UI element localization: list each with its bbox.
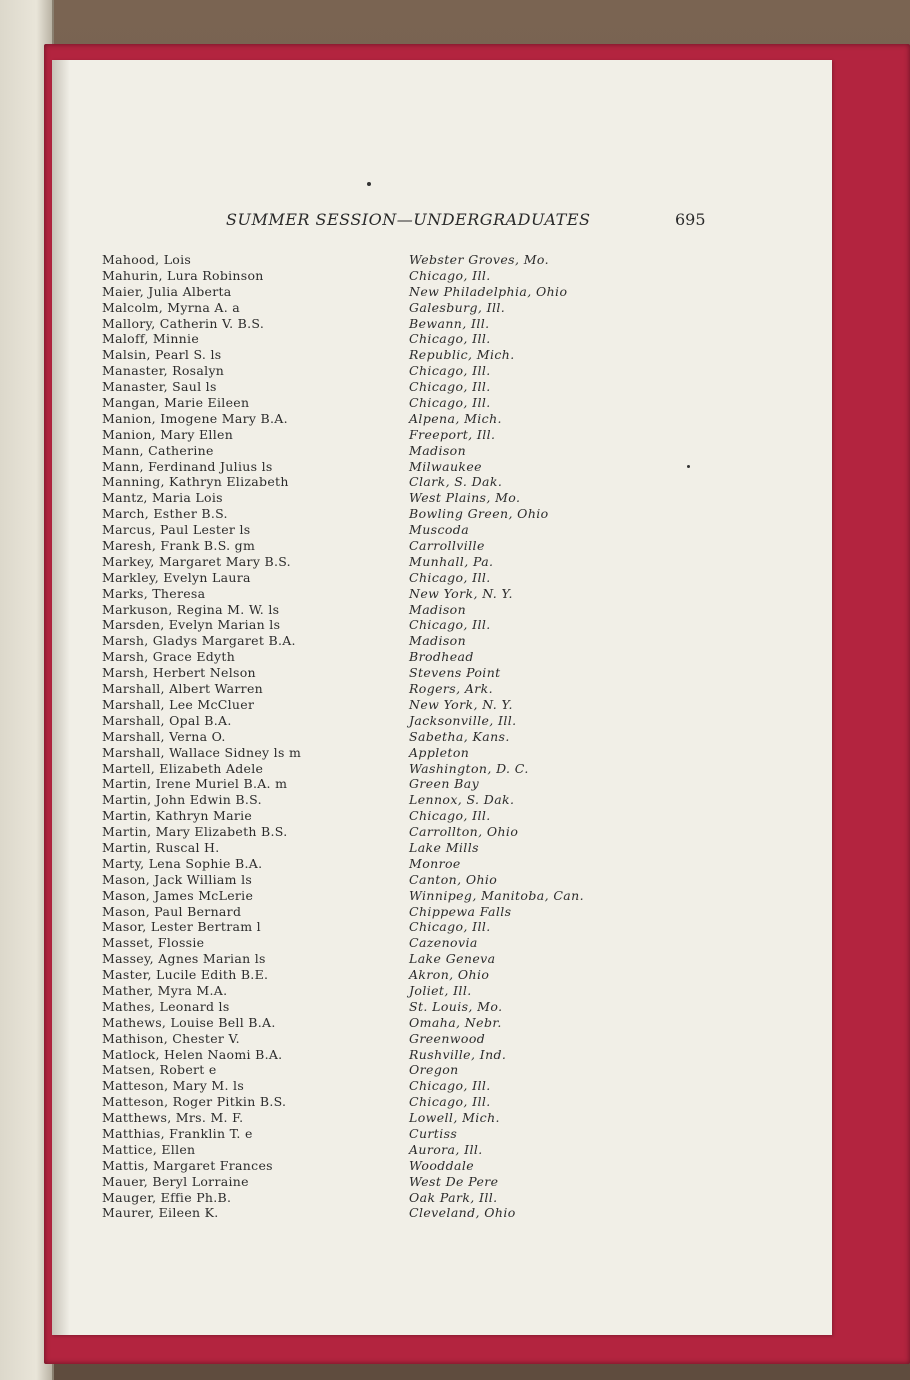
speck-mark [367, 182, 371, 186]
directory-entry [102, 919, 662, 935]
directory-entry [102, 1205, 662, 1221]
hometown: Omaha, Nebr. [409, 1014, 502, 1030]
hometown: West De Pere [409, 1173, 499, 1189]
directory-list [102, 252, 662, 1221]
hometown: Aurora, Ill. [409, 1141, 483, 1157]
student-name: Mattis, Margaret Frances [102, 1157, 273, 1173]
hometown: Chicago, Ill. [409, 808, 491, 824]
hometown: Washington, D. C. [409, 760, 529, 776]
hometown: West Plains, Mo. [409, 490, 521, 506]
directory-entry [102, 745, 662, 761]
student-name: Marshall, Opal B.A. [102, 712, 232, 728]
hometown: New York, N. Y. [409, 696, 513, 712]
hometown: Jacksonville, Ill. [409, 712, 517, 728]
hometown: Chippewa Falls [409, 903, 512, 919]
directory-entry [102, 252, 662, 268]
directory-entry [102, 1094, 662, 1110]
directory-entry [102, 856, 662, 872]
hometown: New Philadelphia, Ohio [409, 283, 568, 299]
student-name: Markey, Margaret Mary B.S. [102, 553, 291, 569]
student-name: Matthias, Franklin T. e [102, 1125, 253, 1141]
student-name: Matthews, Mrs. M. F. [102, 1110, 244, 1126]
hometown: Greenwood [409, 1030, 486, 1046]
directory-entry [102, 713, 662, 729]
student-name: Marshall, Lee McCluer [102, 696, 255, 712]
student-name: Manaster, Rosalyn [102, 363, 225, 379]
hometown: Alpena, Mich. [409, 410, 502, 426]
student-name: Mather, Myra M.A. [102, 982, 228, 998]
directory-entry [102, 395, 662, 411]
hometown: Chicago, Ill. [409, 379, 491, 395]
directory-entry [102, 363, 662, 379]
directory-entry [102, 411, 662, 427]
student-name: Mahurin, Lura Robinson [102, 267, 264, 283]
directory-entry [102, 474, 662, 490]
directory-entry [102, 935, 662, 951]
hometown: Rogers, Ark. [409, 681, 494, 697]
running-head: SUMMER SESSION—UNDERGRADUATES [226, 210, 591, 229]
student-name: Maier, Julia Alberta [102, 283, 232, 299]
student-name: Master, Lucile Edith B.E. [102, 967, 269, 983]
hometown: Stevens Point [409, 665, 501, 681]
hometown: Republic, Mich. [409, 347, 515, 363]
student-name: Masor, Lester Bertram l [102, 919, 261, 935]
directory-entry [102, 617, 662, 633]
directory-entry [102, 888, 662, 904]
directory-entry [102, 570, 662, 586]
student-name: Marsh, Grace Edyth [102, 649, 236, 665]
page-number: 695 [675, 210, 706, 229]
directory-entry [102, 379, 662, 395]
page-gutter [52, 60, 70, 1335]
directory-entry [102, 1142, 662, 1158]
directory-entry [102, 1174, 662, 1190]
student-name: Massey, Agnes Marian ls [102, 951, 266, 967]
hometown: Freeport, Ill. [409, 426, 496, 442]
directory-entry [102, 316, 662, 332]
student-name: Maresh, Frank B.S. gm [102, 538, 256, 554]
hometown: Chicago, Ill. [409, 363, 491, 379]
directory-entry [102, 697, 662, 713]
directory-entry [102, 776, 662, 792]
hometown: Green Bay [409, 776, 480, 792]
student-name: Mathews, Louise Bell B.A. [102, 1014, 276, 1030]
hometown: Chicago, Ill. [409, 395, 491, 411]
hometown: Madison [409, 442, 467, 458]
student-name: Masset, Flossie [102, 935, 205, 951]
student-name: Mantz, Maria Lois [102, 490, 223, 506]
directory-entry [102, 665, 662, 681]
directory-entry [102, 951, 662, 967]
student-name: Mann, Ferdinand Julius ls [102, 458, 273, 474]
directory-entry [102, 586, 662, 602]
student-name: Marsh, Herbert Nelson [102, 665, 256, 681]
student-name: Marshall, Wallace Sidney ls m [102, 744, 302, 760]
directory-entry [102, 459, 662, 475]
student-name: Mahood, Lois [102, 252, 192, 267]
directory-entry [102, 602, 662, 618]
student-name: Mauer, Beryl Lorraine [102, 1173, 249, 1189]
directory-entry [102, 538, 662, 554]
student-name: Marsh, Gladys Margaret B.A. [102, 633, 296, 649]
directory-entry [102, 904, 662, 920]
hometown: Oak Park, Ill. [409, 1189, 498, 1205]
hometown: Rushville, Ind. [409, 1046, 507, 1062]
hometown: Carrollville [409, 538, 485, 554]
hometown: Monroe [409, 855, 461, 871]
student-name: Marty, Lena Sophie B.A. [102, 855, 263, 871]
student-name: Mauger, Effie Ph.B. [102, 1189, 232, 1205]
directory-entry [102, 1047, 662, 1063]
student-name: Maloff, Minnie [102, 331, 200, 347]
student-name: Mallory, Catherin V. B.S. [102, 315, 265, 331]
student-name: Maurer, Eileen K. [102, 1205, 219, 1221]
student-name: Mattice, Ellen [102, 1141, 196, 1157]
student-name: Marks, Theresa [102, 585, 206, 601]
directory-entry [102, 1158, 662, 1174]
directory-entry [102, 331, 662, 347]
directory-entry [102, 633, 662, 649]
hometown: Appleton [409, 744, 470, 760]
student-name: Mangan, Marie Eileen [102, 395, 250, 411]
directory-entry [102, 1062, 662, 1078]
student-name: Martin, Kathryn Marie [102, 808, 253, 824]
hometown: Bewann, Ill. [409, 315, 490, 331]
directory-entry [102, 284, 662, 300]
student-name: Matteson, Roger Pitkin B.S. [102, 1094, 287, 1110]
student-name: Mason, James McLerie [102, 887, 254, 903]
directory-entry [102, 1078, 662, 1094]
student-name: Mason, Paul Bernard [102, 903, 242, 919]
hometown: Brodhead [409, 649, 474, 665]
hometown: Lake Mills [409, 839, 479, 855]
hometown: Chicago, Ill. [409, 1078, 491, 1094]
student-name: Martin, Irene Muriel B.A. m [102, 776, 288, 792]
hometown: Clark, S. Dak. [409, 474, 503, 490]
student-name: Marcus, Paul Lester ls [102, 522, 251, 538]
hometown: Winnipeg, Manitoba, Can. [409, 887, 584, 903]
hometown: Munhall, Pa. [409, 553, 494, 569]
directory-entry [102, 681, 662, 697]
directory-entry [102, 427, 662, 443]
hometown: Lennox, S. Dak. [409, 792, 515, 808]
directory-entry [102, 792, 662, 808]
hometown: Akron, Ohio [409, 967, 490, 983]
hometown: Lowell, Mich. [409, 1110, 500, 1126]
hometown: Madison [409, 601, 467, 617]
directory-entry [102, 840, 662, 856]
student-name: Manaster, Saul ls [102, 379, 217, 395]
hometown: Galesburg, Ill. [409, 299, 506, 315]
hometown: Chicago, Ill. [409, 919, 491, 935]
directory-entry [102, 506, 662, 522]
hometown: Chicago, Ill. [409, 1094, 491, 1110]
hometown: Curtiss [409, 1125, 458, 1141]
hometown: Canton, Ohio [409, 871, 498, 887]
hometown: Chicago, Ill. [409, 617, 491, 633]
directory-entry [102, 761, 662, 777]
hometown: Milwaukee [409, 458, 482, 474]
hometown: Chicago, Ill. [409, 267, 491, 283]
hometown: Wooddale [409, 1157, 475, 1173]
directory-entry [102, 522, 662, 538]
speck-mark [687, 465, 690, 468]
directory-entry [102, 554, 662, 570]
student-name: Matsen, Robert e [102, 1062, 217, 1078]
student-name: Manion, Imogene Mary B.A. [102, 410, 288, 426]
student-name: Mann, Catherine [102, 442, 214, 458]
hometown: Sabetha, Kans. [409, 728, 510, 744]
student-name: Martin, Ruscal H. [102, 839, 220, 855]
hometown: Madison [409, 633, 467, 649]
hometown: Carrollton, Ohio [409, 824, 519, 840]
student-name: Marshall, Albert Warren [102, 681, 263, 697]
student-name: Martell, Elizabeth Adele [102, 760, 264, 776]
student-name: Markuson, Regina M. W. ls [102, 601, 280, 617]
directory-entry [102, 999, 662, 1015]
directory-entry [102, 490, 662, 506]
directory-entry [102, 268, 662, 284]
student-name: Marsden, Evelyn Marian ls [102, 617, 281, 633]
student-name: Mathes, Leonard ls [102, 998, 230, 1014]
student-name: Matteson, Mary M. ls [102, 1078, 245, 1094]
hometown: Cazenovia [409, 935, 478, 951]
directory-entry [102, 1015, 662, 1031]
directory-entry [102, 649, 662, 665]
directory-entry [102, 443, 662, 459]
directory-entry [102, 1031, 662, 1047]
directory-entry [102, 1126, 662, 1142]
hometown: New York, N. Y. [409, 585, 513, 601]
hometown: St. Louis, Mo. [409, 998, 503, 1014]
student-name: Malcolm, Myrna A. a [102, 299, 241, 315]
hometown: Chicago, Ill. [409, 331, 491, 347]
hometown: Muscoda [409, 522, 470, 538]
directory-entry [102, 967, 662, 983]
student-name: March, Esther B.S. [102, 506, 228, 522]
student-name: Malsin, Pearl S. ls [102, 347, 222, 363]
student-name: Markley, Evelyn Laura [102, 569, 251, 585]
directory-entry [102, 983, 662, 999]
hometown: Cleveland, Ohio [409, 1205, 516, 1221]
student-name: Manion, Mary Ellen [102, 426, 234, 442]
hometown: Bowling Green, Ohio [409, 506, 549, 522]
student-name: Martin, John Edwin B.S. [102, 792, 262, 808]
hometown: Oregon [409, 1062, 459, 1078]
hometown: Lake Geneva [409, 951, 496, 967]
student-name: Mathison, Chester V. [102, 1030, 240, 1046]
hometown: Joliet, Ill. [409, 982, 472, 998]
directory-entry [102, 872, 662, 888]
directory-entry [102, 300, 662, 316]
hometown: Webster Groves, Mo. [409, 252, 549, 267]
directory-entry [102, 1190, 662, 1206]
directory-entry [102, 347, 662, 363]
hometown: Chicago, Ill. [409, 569, 491, 585]
student-name: Manning, Kathryn Elizabeth [102, 474, 289, 490]
directory-entry [102, 729, 662, 745]
student-name: Matlock, Helen Naomi B.A. [102, 1046, 283, 1062]
student-name: Mason, Jack William ls [102, 871, 253, 887]
directory-entry [102, 824, 662, 840]
student-name: Martin, Mary Elizabeth B.S. [102, 824, 288, 840]
student-name: Marshall, Verna O. [102, 728, 226, 744]
directory-entry [102, 1110, 662, 1126]
directory-entry [102, 808, 662, 824]
